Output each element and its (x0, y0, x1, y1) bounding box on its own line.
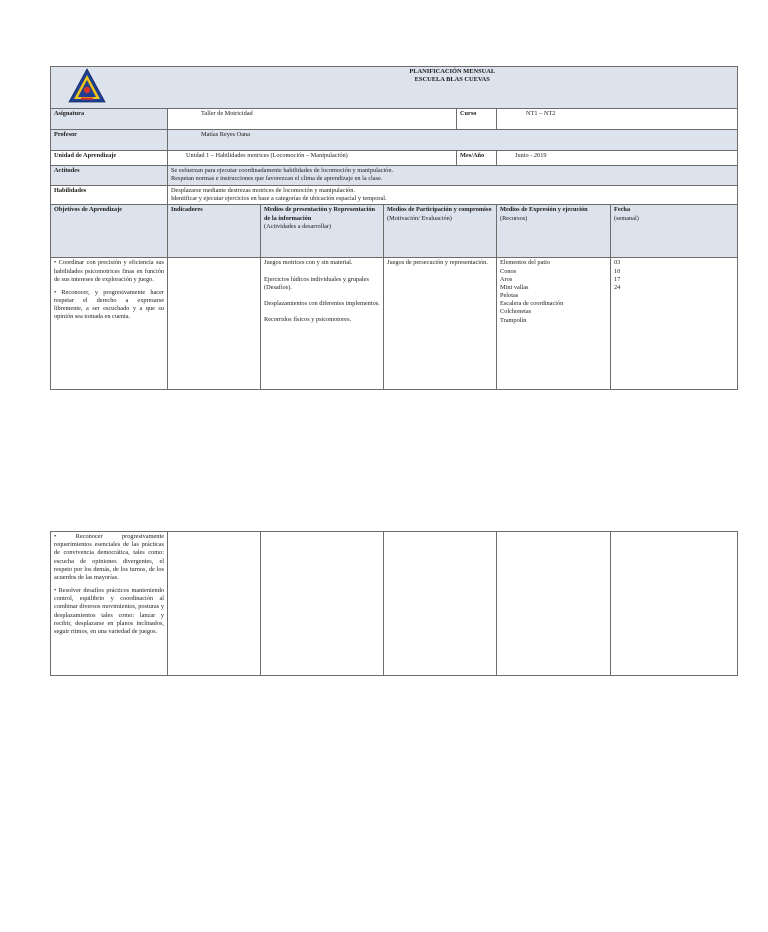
fecha-cell (611, 258, 738, 390)
profesor-label: Profesor (51, 130, 168, 151)
activity-item: Recorridos físicos y psicomotores. (264, 316, 352, 324)
school-logo (68, 68, 106, 104)
actitudes-line: Respetan normas e instrucciones que favorezcan el clima de aprendizaje en la clase. (171, 175, 383, 183)
activity-item: Ejercicios lúdicos individuales y grupales (Desafíos). (264, 275, 369, 291)
habilidades-line: Identificar y ejecutar ejercicios en base a categorías de ubicación espacial y temporal. (171, 195, 387, 203)
habilidades-row (51, 186, 738, 205)
asignatura-row (51, 109, 738, 130)
col-fecha (611, 205, 738, 258)
resource-item: Mini vallas (500, 283, 529, 291)
profesor-row (51, 130, 738, 151)
title-line-1: PLANIFICACIÓN MENSUAL (409, 68, 496, 75)
indicadores-cell (168, 258, 261, 390)
date-item: 10 (614, 267, 621, 275)
habilidades-line: Desplazarse mediante destrezas motrices de locomoción y manipulación. (171, 187, 355, 194)
document-title (168, 67, 738, 109)
date-item: 03 (614, 259, 621, 267)
mes-label: Mes/Año (457, 151, 497, 166)
resource-item: Colchonetas (500, 308, 532, 316)
objective-item: • Reconocer, y progresivamente hacer respetar el derecho a expresarse libremente, a ser escuchado y a que su opinión sea tomada en cuenta. (54, 288, 164, 321)
col-expresion-title: Medios de Expresión y ejecución (500, 206, 588, 214)
mes-value: Junio - 2019 (497, 151, 738, 166)
activity-item: Juegos motrices con y sin material. (264, 259, 353, 267)
col-presentacion-sub: (Actividades a desarrollar) (264, 222, 332, 230)
title-line-2: ESCUELA BLAS CUEVAS (414, 76, 490, 84)
resource-item: Escalera de coordinación (500, 300, 564, 308)
col-participacion-sub: (Motivación/ Evaluación) (387, 214, 452, 222)
col-fecha-sub: (semanal) (614, 214, 639, 222)
presentacion-cell (261, 532, 384, 676)
objective-item: • Resolver desafíos prácticos manteniendo control, equilibrio y coordinación al combinar diversos movimientos, posturas y desplazamientos tales como: lanzar y recibir, desplazarse en planos inclinados, seguir ritmos, en una variedad de juegos. (54, 587, 164, 635)
expresion-cell (497, 532, 611, 676)
col-objetivos: Objetivos de Aprendizaje (51, 205, 168, 258)
planning-table-continued (50, 531, 738, 676)
resource-item: Pelotas (500, 292, 519, 300)
logo-cell (51, 67, 168, 109)
indicadores-cell (168, 532, 261, 676)
col-participacion (384, 205, 497, 258)
col-presentacion (261, 205, 384, 258)
asignatura-value: Taller de Motricidad (168, 109, 457, 130)
objetivos-cell (51, 258, 168, 390)
planning-table (50, 66, 738, 390)
participacion-cell (384, 532, 497, 676)
resource-item: Trampolín (500, 316, 527, 324)
col-expresion-sub: (Recursos) (500, 214, 528, 222)
col-participacion-title: Medios de Participación y compromiso (387, 206, 492, 214)
profesor-value: Matías Reyes Oana (168, 130, 738, 151)
objective-item: • Coordinar con precisión y eficiencia sus habilidades psicomotrices finas en función de sus intereses de exploración y juego. (54, 259, 164, 283)
activity-item: Desplazamientos con diferentes implementos. (264, 299, 380, 307)
actitudes-row (51, 166, 738, 186)
actitudes-value (168, 166, 738, 186)
expresion-cell (497, 258, 611, 390)
habilidades-label: Habilidades (51, 186, 168, 205)
content-row (51, 532, 738, 676)
actitudes-line: Se esfuerzan para ejecutar coordinadamente habilidades de locomoción y manipulación. (171, 167, 394, 174)
content-row (51, 258, 738, 390)
curso-value: NT1 – NT2 (497, 109, 738, 130)
header-row (51, 67, 738, 109)
date-item: 17 (614, 275, 621, 283)
date-item: 24 (614, 283, 621, 291)
unidad-value: Unidad 1 – Habilidades motrices (Locomoción – Manipulación) (168, 151, 457, 166)
fecha-cell (611, 532, 738, 676)
col-fecha-title: Fecha (614, 206, 631, 214)
presentacion-cell (261, 258, 384, 390)
resource-item: Aros (500, 275, 513, 283)
participacion-cell: Juegos de persecución y representación. (384, 258, 497, 390)
objetivos-cell (51, 532, 168, 676)
curso-label: Curso (457, 109, 497, 130)
resource-item: Elementos del patio (500, 259, 551, 267)
col-indicadores: Indicadores (168, 205, 261, 258)
actitudes-label: Actitudes (51, 166, 168, 186)
resource-item: Conos (500, 267, 517, 275)
asignatura-label: Asignatura (51, 109, 168, 130)
col-presentacion-title: Medios de presentación y Representación de la información (264, 206, 376, 222)
column-header-row (51, 205, 738, 258)
habilidades-value (168, 186, 738, 205)
col-expresion (497, 205, 611, 258)
unidad-row (51, 151, 738, 166)
unidad-label: Unidad de Aprendizaje (51, 151, 168, 166)
objective-item: • Reconocer progresivamente requerimientos esenciales de las prácticas de convivencia democrática, tales como: escucha de opiniones divergentes, el respeto por los demás, de los turnos, de los acuerdos de las mayorías. (54, 533, 164, 581)
